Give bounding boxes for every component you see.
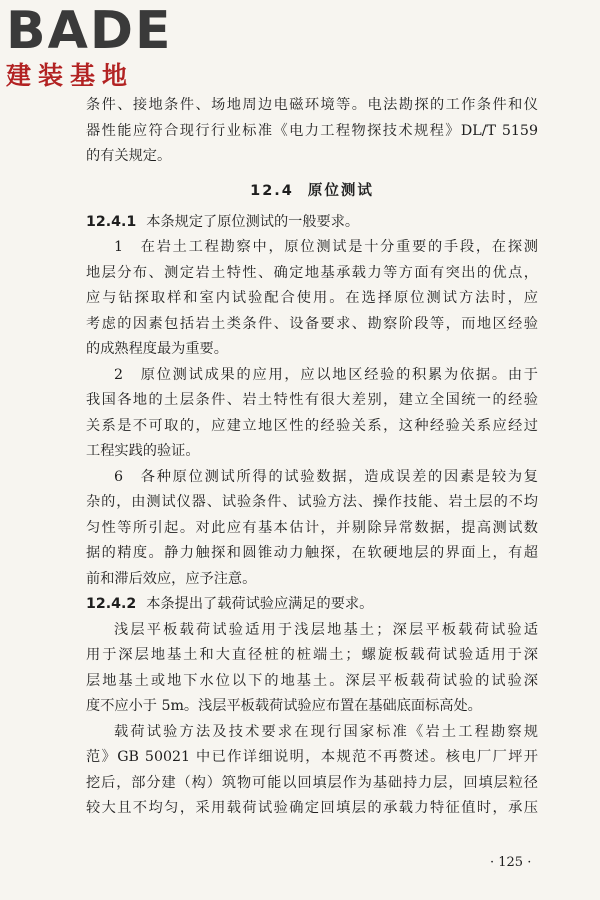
intro-line: 的有关规定。 [86,148,172,164]
paragraph-line: 地层分布、测定岩土特性、确定地基承载力等方面有突出的优点， [86,264,538,281]
logo-brand-text: BADE [6,1,173,61]
intro-line: 条件、接地条件、场地周边电磁环境等。电法勘探的工作条件和仪 [86,97,538,113]
page-number: · 125 · [490,855,532,870]
section-title: 原位测试 [307,182,374,199]
paragraph-line: 浅层平板载荷试验适用于浅层地基土；深层平板载荷试验适 [114,621,538,638]
paragraph-line: 6 各种原位测试所得的试验数据，造成误差的因素是较为复 [114,468,538,485]
paragraph-line: 应与钻探取样和室内试验配合使用。在选择原位测试方法时，应 [86,290,538,306]
paragraph-line: 范》GB 50021 中已作详细说明，本规范不再赘述。核电厂厂坪开 [86,749,538,765]
clause-number: 12.4.2 [86,596,137,612]
paragraph-line: 较大且不均匀，采用载荷试验确定回填层的承载力特征值时，承压 [86,800,538,816]
paragraph-line: 前和滞后效应，应予注意。 [86,570,257,587]
paragraph-line: 用于深层地基土和大直径桩的桩端土；螺旋板载荷试验适用于深 [86,647,538,663]
section-number: 12.4 [250,182,294,199]
clause-header [86,210,538,236]
paragraph-line: 度不应小于 5m。浅层平板载荷试验应布置在基础底面标高处。 [86,698,482,714]
paragraph-line: 2 原位测试成果的应用，应以地区经验的积累为依据。由于 [114,366,538,383]
paragraph-line: 1 在岩土工程勘察中，原位测试是十分重要的手段，在探测 [114,239,538,255]
paragraph-line: 匀性等所引起。对此应有基本估计，并剔除异常数据，提高测试数 [86,519,538,536]
clause-number: 12.4.1 [86,213,137,230]
paragraph-line: 杂的，由测试仪器、试验条件、试验方法、操作技能、岩土层的不均 [86,494,538,510]
paragraph-line: 层地基土或地下水位以下的地基土。深层平板载荷试验的试验深 [86,672,538,689]
clause-title: 本条规定了原位测试的一般要求。 [146,213,360,230]
logo-subtitle: 建装基地 [6,61,135,90]
paragraph-line: 的成熟程度最为重要。 [86,341,228,357]
paragraph-line: 挖后，部分建（构）筑物可能以回填层作为基础持力层，回填层粒径 [86,774,538,791]
paragraph-line: 工程实践的验证。 [86,443,200,459]
bade-logo [6,1,206,94]
paragraph-line: 载荷试验方法及技术要求在现行国家标准《岩土工程勘察规 [114,723,538,740]
paragraph-line: 关系是不可取的，应建立地区性的经验关系，这种经验关系应经过 [86,417,538,434]
paragraph-line: 我国各地的土层条件、岩土特性有很大差别，建立全国统一的经验 [86,392,538,408]
clause-header [86,592,538,618]
page-content [86,93,538,822]
paragraph-line: 据的精度。静力触探和圆锥动力触探，在软硬地层的界面上，有超 [86,545,538,561]
intro-line: 器性能应符合现行行业标准《电力工程物探技术规程》DL/T 5159 [86,122,538,139]
paragraph-line: 考虑的因素包括岩土类条件、设备要求、勘察阶段等，而地区经验 [86,315,538,332]
section-heading [86,179,538,204]
clause-title: 本条提出了载荷试验应满足的要求。 [146,596,374,612]
